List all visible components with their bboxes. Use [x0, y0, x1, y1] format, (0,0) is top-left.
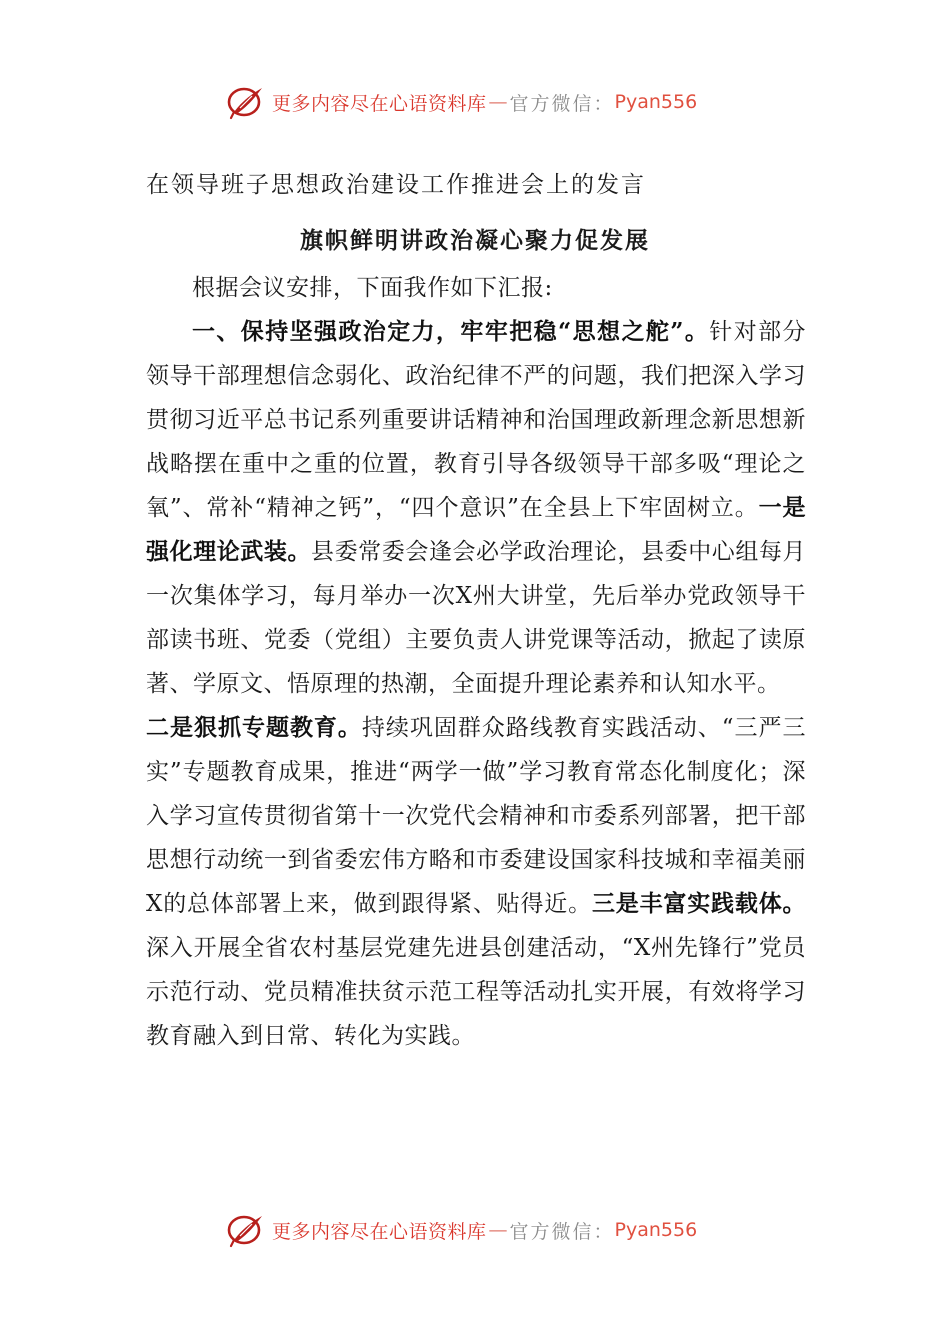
banner-dash: — [488, 1219, 508, 1241]
section-1-heading: 一、保持坚强政治定力，牢牢把稳“思想之舵”。 [192, 318, 710, 345]
section-1-text: 针对部分领导干部理想信念弱化、政治纪律不严的问题，我们把深入学习贯彻习近平总书记系列重要讲话精神和治国理政新理念新思想新战略摆在重中之重的位置，教育引导各级领导干部多吸“理论之氧”、常补“精神之钙”，“四个意识”在全县上下牢固树立。 [146, 319, 807, 521]
footer-banner [226, 1210, 697, 1250]
point-1-title: 一是强化理论武装。 [146, 494, 806, 565]
document-heading: 在领导班子思想政治建设工作推进会上的发言 [146, 172, 646, 198]
banner-wechat-label: 官方微信： [509, 1220, 615, 1243]
quill-logo-icon [226, 1210, 266, 1250]
section-1-continued-paragraph [146, 706, 806, 1058]
section-1-paragraph [146, 310, 806, 706]
banner-dash: — [488, 91, 508, 113]
banner-slogan: 更多内容尽在心语资料库 [272, 92, 487, 115]
point-2-text: 持续巩固群众路线教育实践活动、“三严三实”专题教育成果，推进“两学一做”学习教育常态化制度化；深入学习宣传贯彻省第十一次党代会精神和市委系列部署，把干部思想行动统一到省委宏伟方略和市委建设国家科技城和幸福美丽X的总体部署上来，做到跟得紧、贴得近。 [146, 715, 807, 917]
quill-logo-icon [226, 82, 266, 122]
point-3-text: 深入开展全省农村基层党建先进县创建活动，“X州先锋行”党员示范行动、党员精准扶贫示范工程等活动扎实开展，有效将学习教育融入到日常、转化为实践。 [146, 935, 806, 1049]
intro-paragraph: 根据会议安排，下面我作如下汇报: [192, 275, 553, 301]
point-1-text: 县委常委会逢会必学政治理论，县委中心组每月一次集体学习，每月举办一次X州大讲堂，先后举办党政领导干部读书班、党委（党组）主要负责人讲党课等活动，掀起了读原著、学原文、悟原理的热潮，全面提升理论素养和认知水平。 [146, 539, 807, 697]
banner-wechat-id: Pyan556 [614, 91, 698, 113]
point-3-title: 三是丰富实践载体。 [591, 890, 807, 917]
banner-wechat-label: 官方微信： [509, 92, 615, 115]
header-banner [226, 82, 697, 122]
document-title: 旗帜鲜明讲政治凝心聚力促发展 [300, 227, 650, 254]
document-body [146, 266, 806, 1058]
banner-wechat-id: Pyan556 [614, 1219, 698, 1241]
banner-slogan: 更多内容尽在心语资料库 [272, 1220, 487, 1243]
point-2-title: 二是狠抓专题教育。 [146, 714, 362, 741]
